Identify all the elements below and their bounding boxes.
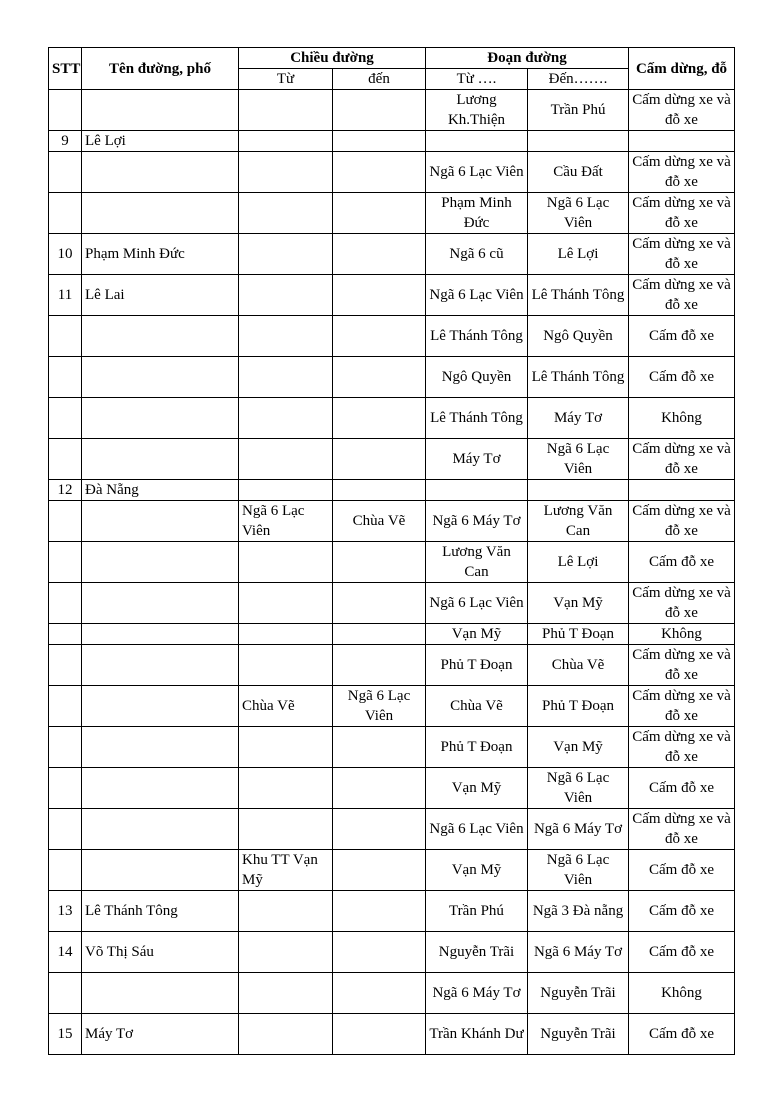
table-row [49,480,735,501]
cell-street: Lê Lai [82,275,239,316]
cell-stt [49,850,82,891]
cell-street [82,583,239,624]
cell-segment-to: Lê Thánh Tông [528,275,629,316]
cell-direction-to [333,398,426,439]
cell-direction-from [239,768,333,809]
header-direction-to: đến [333,69,426,90]
header-direction-from: Từ [239,69,333,90]
cell-ban: Cấm đỗ xe [629,542,735,583]
cell-direction-to [333,131,426,152]
header-ban: Cấm dừng, đỗ [629,48,735,90]
table-row [49,275,735,316]
cell-ban: Cấm đỗ xe [629,316,735,357]
cell-street: Lê Thánh Tông [82,891,239,932]
cell-street [82,624,239,645]
cell-ban: Cấm dừng xe và đỗ xe [629,90,735,131]
cell-ban: Cấm dừng xe và đỗ xe [629,645,735,686]
header-segment: Đoạn đường [426,48,629,69]
cell-segment-to [528,480,629,501]
table-row [49,891,735,932]
cell-street: Lê Lợi [82,131,239,152]
cell-direction-to [333,932,426,973]
table-row [49,439,735,480]
cell-direction-from [239,583,333,624]
cell-street [82,398,239,439]
cell-direction-to [333,234,426,275]
cell-direction-from: Ngã 6 Lạc Viên [239,501,333,542]
cell-direction-to [333,480,426,501]
cell-ban: Cấm đỗ xe [629,768,735,809]
cell-street [82,316,239,357]
table-row [49,1014,735,1055]
cell-segment-to: Trần Phú [528,90,629,131]
cell-street [82,439,239,480]
cell-direction-to [333,90,426,131]
table-row [49,583,735,624]
cell-segment-from: Phủ T Đoạn [426,645,528,686]
cell-stt [49,542,82,583]
cell-direction-to [333,316,426,357]
cell-stt [49,357,82,398]
cell-ban: Cấm đỗ xe [629,850,735,891]
cell-stt: 11 [49,275,82,316]
cell-ban: Cấm dừng xe và đỗ xe [629,583,735,624]
header-segment-from: Từ …. [426,69,528,90]
cell-direction-from: Chùa Vẽ [239,686,333,727]
cell-direction-from [239,645,333,686]
cell-ban: Cấm dừng xe và đỗ xe [629,439,735,480]
cell-direction-from [239,727,333,768]
cell-segment-from: Ngô Quyền [426,357,528,398]
cell-direction-to [333,973,426,1014]
cell-street [82,501,239,542]
cell-segment-from: Lương Văn Can [426,542,528,583]
cell-direction-from [239,891,333,932]
cell-stt [49,809,82,850]
cell-direction-from [239,193,333,234]
cell-ban: Cấm đỗ xe [629,891,735,932]
cell-direction-from [239,480,333,501]
cell-ban: Không [629,398,735,439]
table-row [49,686,735,727]
cell-segment-to: Nguyễn Trãi [528,973,629,1014]
cell-direction-to [333,439,426,480]
cell-ban: Cấm dừng xe và đỗ xe [629,686,735,727]
cell-ban [629,131,735,152]
cell-ban: Cấm dừng xe và đỗ xe [629,727,735,768]
cell-direction-from [239,90,333,131]
cell-segment-to: Lương Văn Can [528,501,629,542]
cell-segment-to: Vạn Mỹ [528,583,629,624]
cell-stt [49,501,82,542]
cell-direction-to [333,727,426,768]
cell-direction-from [239,131,333,152]
cell-direction-from [239,542,333,583]
cell-direction-to: Ngã 6 Lạc Viên [333,686,426,727]
cell-segment-from: Ngã 6 Lạc Viên [426,275,528,316]
cell-direction-from [239,932,333,973]
cell-direction-to [333,1014,426,1055]
table-row [49,357,735,398]
restriction-table [48,47,735,1055]
cell-stt [49,768,82,809]
table-row [49,234,735,275]
cell-segment-from [426,480,528,501]
table-row [49,850,735,891]
cell-direction-to [333,768,426,809]
cell-stt [49,727,82,768]
cell-segment-from: Máy Tơ [426,439,528,480]
cell-direction-to [333,850,426,891]
cell-segment-to: Cầu Đất [528,152,629,193]
cell-direction-from [239,275,333,316]
table-row [49,542,735,583]
cell-direction-from [239,624,333,645]
cell-stt [49,583,82,624]
cell-segment-to: Ngã 6 Máy Tơ [528,932,629,973]
cell-direction-to: Chùa Vẽ [333,501,426,542]
header-direction: Chiều đường [239,48,426,69]
cell-segment-from: Ngã 6 Máy Tơ [426,501,528,542]
cell-stt [49,645,82,686]
cell-segment-to: Nguyễn Trãi [528,1014,629,1055]
cell-direction-to [333,357,426,398]
cell-street [82,193,239,234]
cell-direction-to [333,583,426,624]
table-row [49,501,735,542]
cell-segment-from [426,131,528,152]
cell-street: Phạm Minh Đức [82,234,239,275]
table-row [49,152,735,193]
cell-segment-from: Ngã 6 cũ [426,234,528,275]
cell-street: Đà Nẵng [82,480,239,501]
cell-segment-from: Chùa Vẽ [426,686,528,727]
cell-segment-from: Nguyễn Trãi [426,932,528,973]
header-segment-to: Đến……. [528,69,629,90]
cell-ban: Cấm đỗ xe [629,932,735,973]
cell-street [82,973,239,1014]
cell-ban: Cấm dừng xe và đỗ xe [629,809,735,850]
cell-direction-from [239,439,333,480]
cell-stt [49,398,82,439]
cell-street [82,90,239,131]
table-row [49,131,735,152]
table-body [49,90,735,1055]
cell-street [82,645,239,686]
cell-direction-to [333,624,426,645]
cell-direction-to [333,809,426,850]
cell-direction-from [239,809,333,850]
cell-segment-from: Lê Thánh Tông [426,398,528,439]
cell-segment-to: Lê Thánh Tông [528,357,629,398]
cell-segment-from: Phủ T Đoạn [426,727,528,768]
cell-direction-from [239,398,333,439]
cell-direction-from [239,316,333,357]
table-row [49,809,735,850]
table-row [49,624,735,645]
cell-street [82,152,239,193]
cell-direction-to [333,891,426,932]
cell-stt: 15 [49,1014,82,1055]
cell-stt [49,973,82,1014]
cell-segment-to: Lê Lợi [528,234,629,275]
cell-stt: 9 [49,131,82,152]
cell-ban [629,480,735,501]
cell-stt [49,193,82,234]
cell-segment-to: Ngã 6 Lạc Viên [528,439,629,480]
cell-direction-to [333,542,426,583]
cell-direction-to [333,645,426,686]
cell-ban: Cấm dừng xe và đỗ xe [629,234,735,275]
table-row [49,90,735,131]
cell-segment-from: Ngã 6 Máy Tơ [426,973,528,1014]
header-street: Tên đường, phố [82,48,239,90]
cell-segment-from: Vạn Mỹ [426,768,528,809]
cell-stt [49,152,82,193]
cell-segment-from: Vạn Mỹ [426,850,528,891]
cell-direction-from [239,357,333,398]
cell-segment-from: Lê Thánh Tông [426,316,528,357]
cell-segment-from: Ngã 6 Lạc Viên [426,809,528,850]
cell-direction-to [333,275,426,316]
table-row [49,398,735,439]
cell-segment-to: Chùa Vẽ [528,645,629,686]
cell-segment-from: Trần Phú [426,891,528,932]
cell-direction-from [239,152,333,193]
table-row [49,727,735,768]
cell-ban: Cấm dừng xe và đỗ xe [629,152,735,193]
cell-street: Võ Thị Sáu [82,932,239,973]
cell-stt [49,686,82,727]
cell-segment-to: Phủ T Đoạn [528,686,629,727]
cell-direction-from: Khu TT Vạn Mỹ [239,850,333,891]
cell-stt: 12 [49,480,82,501]
cell-ban: Cấm dừng xe và đỗ xe [629,275,735,316]
cell-street [82,768,239,809]
table-row [49,193,735,234]
cell-segment-from: Lương Kh.Thiện [426,90,528,131]
table-row [49,316,735,357]
table-row [49,768,735,809]
cell-segment-from: Phạm Minh Đức [426,193,528,234]
cell-segment-from: Vạn Mỹ [426,624,528,645]
cell-street: Máy Tơ [82,1014,239,1055]
cell-street [82,686,239,727]
table-row [49,973,735,1014]
cell-stt [49,90,82,131]
cell-street [82,727,239,768]
cell-stt [49,316,82,357]
cell-segment-to: Ngã 6 Lạc Viên [528,768,629,809]
cell-segment-to: Ngô Quyền [528,316,629,357]
cell-segment-from: Trần Khánh Dư [426,1014,528,1055]
cell-segment-from: Ngã 6 Lạc Viên [426,583,528,624]
cell-stt: 13 [49,891,82,932]
header-stt: STT [49,48,82,90]
cell-segment-to: Lê Lợi [528,542,629,583]
cell-ban: Cấm dừng xe và đỗ xe [629,193,735,234]
cell-segment-to: Máy Tơ [528,398,629,439]
cell-street [82,357,239,398]
cell-segment-to: Vạn Mỹ [528,727,629,768]
cell-segment-to: Ngã 3 Đà nẵng [528,891,629,932]
cell-stt: 10 [49,234,82,275]
cell-ban: Cấm dừng xe và đỗ xe [629,501,735,542]
cell-ban: Không [629,624,735,645]
cell-ban: Không [629,973,735,1014]
cell-segment-to [528,131,629,152]
cell-direction-to [333,152,426,193]
cell-segment-to: Ngã 6 Lạc Viên [528,193,629,234]
cell-segment-from: Ngã 6 Lạc Viên [426,152,528,193]
cell-stt [49,624,82,645]
cell-street [82,850,239,891]
cell-direction-from [239,1014,333,1055]
cell-direction-from [239,973,333,1014]
cell-segment-to: Ngã 6 Máy Tơ [528,809,629,850]
cell-direction-to [333,193,426,234]
table-row [49,645,735,686]
cell-ban: Cấm đỗ xe [629,357,735,398]
cell-street [82,542,239,583]
cell-direction-from [239,234,333,275]
cell-ban: Cấm đỗ xe [629,1014,735,1055]
cell-street [82,809,239,850]
table-row [49,932,735,973]
cell-stt: 14 [49,932,82,973]
cell-segment-to: Phủ T Đoạn [528,624,629,645]
cell-stt [49,439,82,480]
cell-segment-to: Ngã 6 Lạc Viên [528,850,629,891]
